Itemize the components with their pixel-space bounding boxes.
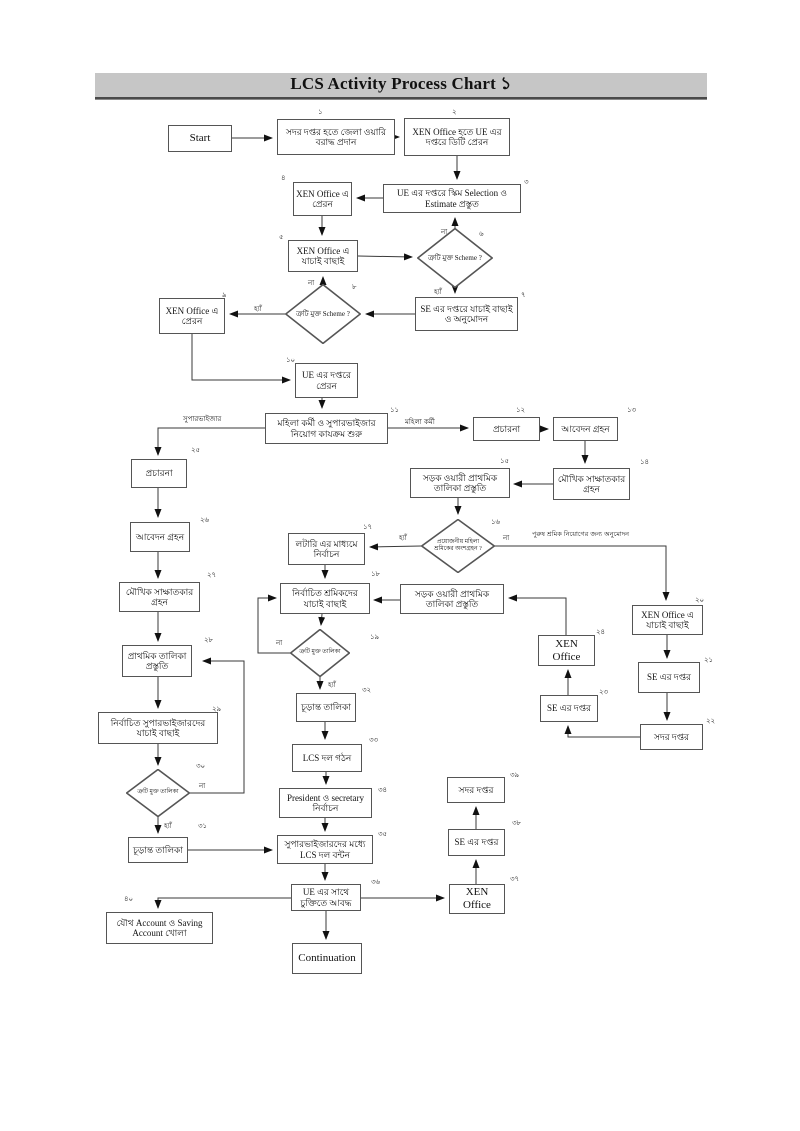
node-label: সুপারভাইজারদের মধ্যে LCS দল বন্টন [284, 839, 366, 860]
node-label: XEN Office হতে UE এর দপ্তরে ডিটি প্রেরন [412, 126, 502, 147]
edge-label-yes: হ্যাঁ [164, 822, 172, 830]
decision-label: ত্রুটি মুক্ত Scheme ? [296, 309, 350, 318]
node-lcs-team-distribution [277, 835, 373, 864]
node-label: সড়ক ওয়ারী প্রাথমিক তালিকা প্রস্তুতি [414, 588, 490, 609]
step-number: ৩৯ [510, 771, 520, 779]
decision-label: ত্রুটি মুক্ত Scheme ? [428, 253, 482, 262]
node-application-right [553, 417, 618, 441]
node-xen-office-send-left [159, 298, 225, 334]
step-number: ২৩ [599, 688, 609, 696]
node-label: XEN Office এ প্রেরন [165, 305, 219, 326]
node-label: XEN Office [552, 637, 581, 663]
node-label: সদর দপ্তর [458, 784, 494, 795]
node-head-office-right [640, 724, 703, 750]
node-label: SE এর দপ্তর [454, 837, 499, 848]
step-number: ২৪ [596, 628, 606, 636]
step-number: ৭ [521, 291, 526, 299]
node-label: নির্বাচিত শ্রমিকদের যাচাই বাছাই [292, 588, 358, 609]
node-final-list-mid [296, 693, 356, 722]
step-number: ৩১ [198, 822, 208, 830]
node-interview-left [119, 582, 200, 612]
node-application-left [130, 522, 190, 552]
step-number: ১৬ [491, 518, 501, 526]
node-roadwise-list-right [410, 468, 510, 498]
step-number: ২ [452, 108, 457, 116]
node-label: SE এর দপ্তর [647, 672, 691, 683]
step-number: ১ [318, 108, 323, 116]
step-number: ৪০ [124, 895, 134, 903]
node-label: মৌখিক সাক্ষাতকার গ্রহন [125, 586, 194, 607]
edge-label-no: না [199, 782, 206, 790]
node-label: আবেদন গ্রহন [561, 423, 610, 434]
page-title: LCS Activity Process Chart ১ [290, 74, 512, 93]
node-xen-office-return [538, 635, 595, 666]
node-label: চূড়ান্ত তালিকা [133, 844, 183, 855]
node-xen-to-ue-dt [404, 118, 510, 156]
node-recruitment-start [265, 413, 388, 444]
node-label: Start [189, 132, 211, 145]
decision-error-free-list-mid [290, 629, 350, 677]
step-number: ২৮ [204, 636, 214, 644]
node-label: XEN Office [463, 886, 491, 911]
node-ue-office-send [295, 363, 358, 398]
step-number: ১২ [516, 406, 526, 414]
node-label: UE এর দপ্তরে স্কিম Selection ও Estimate প্রস্তুত [397, 188, 507, 209]
step-number: ১৩ [627, 406, 637, 414]
node-preliminary-list-left [122, 645, 192, 677]
step-number: ২২ [706, 717, 716, 725]
decision-error-free-scheme-2 [285, 284, 361, 344]
node-lottery-selection [288, 533, 365, 565]
node-ue-contract [291, 884, 361, 911]
step-number: ৩৭ [510, 875, 520, 883]
node-label: প্রাথমিক তালিকা প্রস্তুতি [127, 650, 187, 671]
step-number: ৩৮ [512, 819, 522, 827]
edge-label-yes: হ্যাঁ [328, 681, 336, 689]
node-label: UE এর সাথে চুক্তিতে আবদ্ধ [300, 887, 352, 908]
node-se-office-bottom [448, 829, 505, 856]
step-number: ৩৪ [378, 786, 388, 794]
node-label: সদর দপ্তর হতে জেলা ওয়ারি বরাদ্ধ প্রদান [286, 126, 386, 147]
decision-label: প্রয়োজনীয় মহিলা শ্রমিকের অংশগ্রহন ? [434, 538, 482, 552]
node-joint-account [106, 912, 213, 944]
step-number: ২১ [704, 656, 714, 664]
step-number: ৬ [479, 230, 484, 238]
node-label: SE এর দপ্তরে যাচাই বাছাই ও অনুমোদন [420, 303, 513, 324]
step-number: ৩৫ [378, 830, 388, 838]
node-xen-verify [288, 240, 358, 272]
node-president-secretary-election [279, 788, 372, 818]
node-label: মহিলা কর্মী ও সুপারভাইজার নিয়োগ কাযক্রম শুরু [277, 418, 376, 439]
step-number: ৮ [352, 283, 357, 291]
node-xen-verify-right [632, 605, 703, 635]
edge-label-female-worker: মহিলা কর্মী [405, 418, 435, 426]
step-number: ১০ [286, 356, 296, 364]
decision-female-workers-participation [421, 519, 495, 573]
step-number: ৫ [279, 233, 284, 241]
node-label: XEN Office এ যাচাই বাছাই [641, 609, 694, 630]
node-xen-office-send-top [293, 182, 352, 216]
step-number: ৩০ [196, 762, 206, 770]
node-selected-workers-verify [280, 583, 370, 614]
edge-label-no: না [503, 534, 510, 542]
step-number: ১৫ [500, 457, 510, 465]
step-number: ২৬ [200, 516, 210, 524]
node-label: লটারি এর মাধ্যমে নির্বাচন [295, 538, 358, 559]
node-label: President ও secretary নির্বাচন [286, 792, 365, 813]
step-number: ৩২ [362, 686, 372, 694]
node-label: আবেদন গ্রহন [135, 531, 185, 542]
node-label: প্রচারনা [145, 468, 173, 479]
node-head-office-bottom [447, 777, 505, 803]
node-label: Continuation [298, 952, 356, 965]
node-label: UE এর দপ্তরে প্রেরন [302, 370, 351, 391]
step-number: ২৫ [191, 446, 201, 454]
step-number: ৩৬ [371, 878, 381, 886]
step-number: ১৪ [640, 458, 650, 466]
node-label: যৌথ Account ও Saving Account খোলা [116, 917, 203, 938]
node-ue-scheme-estimate [383, 184, 521, 213]
node-label: সড়ক ওয়ারী প্রাথমিক তালিকা প্রস্তুতি [422, 472, 498, 493]
node-publicity-right [473, 417, 540, 441]
node-label: মৌখিক সাক্ষাতকার গ্রহন [557, 473, 626, 494]
step-number: ১৭ [363, 523, 373, 531]
node-roadwise-list-mid [400, 584, 504, 614]
edge-label-no: না [441, 228, 448, 236]
edge-label-male-worker-approval: পুরুষ শ্রমিক নিয়োগের জন্য অনুমোদন [532, 530, 629, 538]
node-label: নির্বাচিত সুপারভাইজারদের যাচাই বাছাই [110, 717, 206, 738]
node-final-list-left [128, 837, 188, 863]
step-number: ১১ [390, 406, 400, 414]
node-start [168, 125, 232, 152]
step-number: ২৯ [212, 705, 222, 713]
node-selected-supervisors-verify [98, 712, 218, 744]
decision-error-free-list-left [126, 769, 190, 817]
node-label: XEN Office এ যাচাই বাছাই [296, 245, 350, 266]
node-label: LCS দল গঠন [302, 752, 352, 763]
node-label: চূড়ান্ত তালিকা [301, 702, 351, 713]
node-label: SE এর দপ্তর [547, 703, 591, 714]
step-number: ১৮ [371, 570, 381, 578]
node-label: XEN Office এ প্রেরন [296, 188, 349, 209]
node-lcs-team-formation [292, 744, 362, 772]
node-label: প্রচারনা [492, 423, 521, 434]
edge-label-yes: হ্যাঁ [399, 534, 407, 542]
step-number: ১৯ [370, 633, 380, 641]
node-publicity-left [131, 459, 187, 488]
node-se-office-right [638, 662, 700, 693]
decision-label: ত্রুটি মুক্ত তালিকা [137, 789, 179, 796]
node-se-verify-approve [415, 297, 518, 331]
node-label: সদর দপ্তর [654, 731, 689, 742]
step-number: ৩৩ [369, 736, 379, 744]
node-xen-office-bottom [449, 884, 505, 914]
edge-label-supervisor: সুপারভাইজার [183, 415, 222, 423]
edge-label-yes: হ্যাঁ [254, 305, 262, 313]
edge-label-no: না [276, 639, 283, 647]
step-number: ৪ [281, 174, 286, 182]
node-se-office-return [540, 695, 598, 722]
node-continuation [292, 943, 362, 974]
edge-label-no: না [308, 279, 315, 287]
step-number: ৯ [222, 291, 227, 299]
step-number: ৩ [524, 178, 529, 186]
node-district-allocation [277, 119, 395, 155]
step-number: ২৭ [207, 571, 217, 579]
decision-label: ত্রুটি মুক্ত তালিকা [299, 649, 341, 656]
step-number: ২০ [695, 596, 705, 604]
edge-label-yes: হ্যাঁ [434, 288, 442, 296]
node-interview-right [553, 468, 630, 500]
